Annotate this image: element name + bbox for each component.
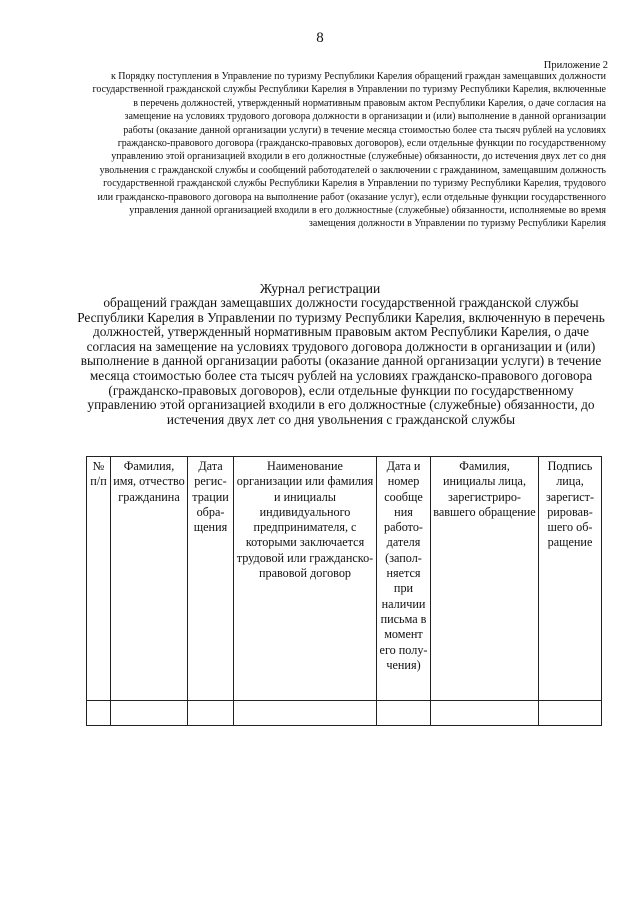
journal-title: Журнал регистрации [259, 281, 381, 296]
table-row [87, 701, 602, 726]
table-cell [539, 701, 602, 726]
header-number: № п/п [87, 457, 111, 701]
page-number: 8 [316, 30, 324, 46]
appendix-label: Приложение 2 [543, 60, 608, 71]
header-organization: Наименование организации или фамилия и инициалы индивидуального предпринимателя, с которыми заключается трудовой или гражданско-правовой договор [234, 457, 377, 701]
table-cell [111, 701, 188, 726]
table-cell [188, 701, 234, 726]
header-citizen-name: Фамилия, имя, отчество гражданина [111, 457, 188, 701]
table-cell [377, 701, 431, 726]
table-cell [234, 701, 377, 726]
appendix-text: к Порядку поступления в Управление по туризму Республики Карелия обращений граждан замещавших должности государственной гражданской службы Республики Карелия в Управлении по туризму Республики Карелия, включенные в перечень должностей, утвержденный нормативным правовым актом Республики Карелия, о даче согласия на замещение на условиях трудового договора должности в организации и (или) выполнение в данной организации работы (оказание данной организации услуги) в течение месяца стоимостью более ста тысяч рублей на условиях гражданско-правового договора (гражданско-правовых договоров), если отдельные функции по государственному управлению этой организацией входили в его должностные (служебные) обязанности, до истечения двух лет со дня увольнения с гражданской службы и сообщений работодателей о заключении с гражданином, замещавшим должность государственной гражданской службы Республики Карелия в Управлении по туризму Республики Карелия, трудового или гражданско-правового договора на выполнение работ (оказание услуг), если отдельные функции государственного управления данной организацией входили в его должностные (служебные) обязанности, исполняемые во время замещения должности в Управлении по туризму Республики Карелия [92, 71, 606, 230]
registration-table [86, 456, 602, 726]
journal-subtitle: обращений граждан замещавших должности государственной гражданской службы Республики Карелия в Управлении по туризму Республики Карелия, включенную в перечень должностей, утвержденный нормативным правовым актом Республики Карелия, о даче согласия на замещение на условиях трудового договора должности в организации и (или) выполнение в данной организации работы (оказание данной организации услуги) в течение месяца стоимостью более ста тысяч рублей на условиях гражданско-правового договора (гражданско-правовых договоров), если отдельные функции по государственному управлению этой организацией входили в его должностные (служебные) обязанности, до истечения двух лет со дня увольнения с гражданской службы [77, 295, 605, 427]
table-cell [87, 701, 111, 726]
header-registrar-name: Фамилия, инициалы лица, зарегистриро-вавшего обращение [431, 457, 539, 701]
table-cell [431, 701, 539, 726]
header-registration-date: Дата регис-трации обра-щения [188, 457, 234, 701]
header-employer-message: Дата и номер сообще ния работо-дателя (запол-няется при наличии письма в момент его полу-чения) [377, 457, 431, 701]
header-registrar-signature: Подпись лица, зарегист-рировав-шего об-ращение [539, 457, 602, 701]
table-header-row [87, 457, 602, 701]
